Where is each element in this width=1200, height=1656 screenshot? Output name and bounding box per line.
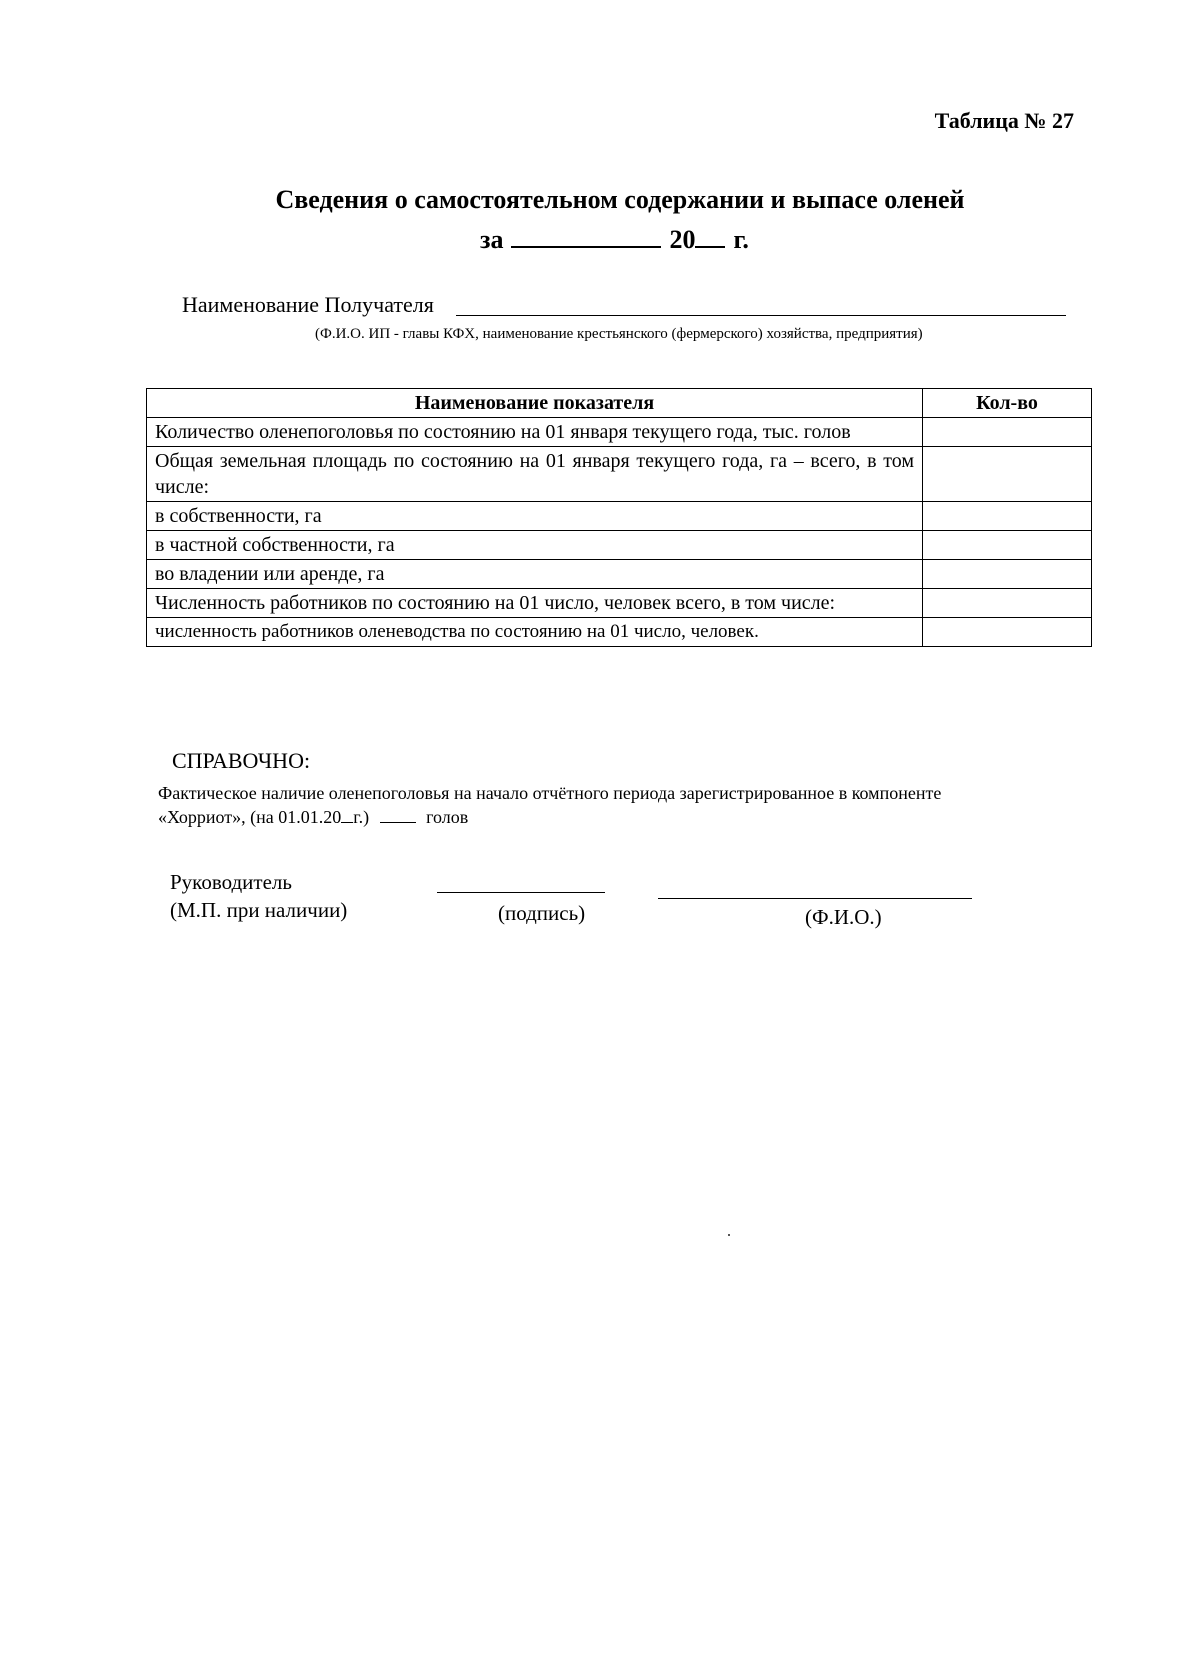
recipient-hint: (Ф.И.О. ИП - главы КФХ, наименование крестьянского (фермерского) хозяйства, предприятия) <box>315 326 923 342</box>
name-line <box>658 898 972 899</box>
row-label: в собственности, га <box>147 502 923 531</box>
table-row <box>147 502 1092 531</box>
table-row <box>147 447 1092 502</box>
reference-text <box>158 782 1018 828</box>
table-row <box>147 589 1092 618</box>
stamp-label: (М.П. при наличии) <box>170 898 348 922</box>
table-row <box>147 560 1092 589</box>
row-value <box>923 589 1092 618</box>
period-blank <box>511 224 661 248</box>
row-value <box>923 560 1092 589</box>
count-blank <box>380 804 416 823</box>
row-label: в частной собственности, га <box>147 531 923 560</box>
reference-title: СПРАВОЧНО: <box>172 748 311 773</box>
row-value <box>923 418 1092 447</box>
period-year: 20 <box>669 225 696 254</box>
table-row <box>147 418 1092 447</box>
table-row <box>147 618 1092 647</box>
row-value <box>923 447 1092 502</box>
name-label: (Ф.И.О.) <box>805 905 882 929</box>
recipient-label: Наименование Получателя <box>182 292 434 317</box>
indicators-table <box>146 388 1092 647</box>
scan-speck <box>728 1234 730 1236</box>
head-label: Руководитель <box>170 870 292 894</box>
document-title: Сведения о самостоятельном содержании и выпасе оленей <box>275 185 965 214</box>
row-value <box>923 618 1092 647</box>
period-prefix: за <box>480 225 504 254</box>
row-value <box>923 531 1092 560</box>
reference-text-part1: Фактическое наличие оленепоголовья на начало отчётного периода зарегистрированное в компоненте «Хорриот», (на 01.01.20 <box>158 783 942 827</box>
row-label: во владении или аренде, га <box>147 560 923 589</box>
reference-text-part2: г.) <box>353 807 370 827</box>
year-blank <box>695 224 725 248</box>
row-label: численность работников оленеводства по состоянию на 01 число, человек. <box>147 618 923 647</box>
row-label: Общая земельная площадь по состоянию на 01 января текущего года, га – всего, в том числе: <box>147 447 923 502</box>
signature-line <box>437 892 605 893</box>
reference-text-part3: голов <box>426 807 469 827</box>
table-row <box>147 531 1092 560</box>
reporting-period <box>480 224 749 255</box>
header-quantity: Кол-во <box>923 389 1092 418</box>
header-indicator: Наименование показателя <box>147 389 923 418</box>
signature-label: (подпись) <box>498 901 586 925</box>
row-label: Количество оленепоголовья по состоянию на 01 января текущего года, тыс. голов <box>147 418 923 447</box>
recipient-field-line <box>456 315 1066 316</box>
row-label: Численность работников по состоянию на 01 число, человек всего, в том числе: <box>147 589 923 618</box>
period-suffix: г. <box>733 225 749 254</box>
row-value <box>923 502 1092 531</box>
table-header-row <box>147 389 1092 418</box>
table-number: Таблица № 27 <box>934 108 1074 133</box>
year-blank <box>341 804 353 823</box>
